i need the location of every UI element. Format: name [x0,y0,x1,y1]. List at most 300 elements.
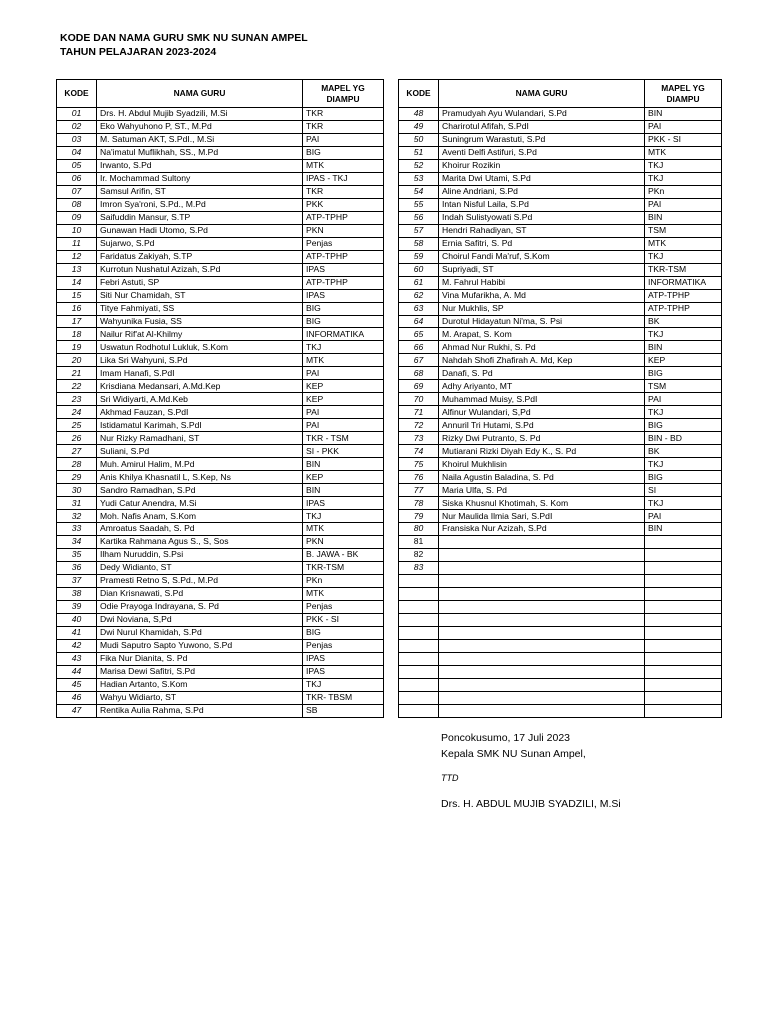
kode-cell: 29 [57,471,97,484]
table-row [399,172,722,185]
kode-cell: 43 [57,652,97,665]
table-row [399,600,722,613]
nama-guru-cell: Pramesti Retno S, S.Pd., M.Pd [97,574,303,587]
nama-guru-cell [439,704,645,717]
nama-guru-cell [439,639,645,652]
mapel-cell: ATP-TPHP [645,302,722,315]
table-row [399,250,722,263]
nama-guru-cell [439,678,645,691]
nama-guru-cell: Ernia Safitri, S. Pd [439,237,645,250]
nama-guru-cell: Supriyadi, ST [439,263,645,276]
teacher-table-left [56,79,384,718]
table-row [399,224,722,237]
table-row [57,626,384,639]
nama-guru-cell [439,691,645,704]
footer-signature: TTD [441,773,459,783]
mapel-cell: BIG [303,315,384,328]
table-row [399,510,722,523]
table-row [57,224,384,237]
kode-cell: 39 [57,600,97,613]
kode-cell: 15 [57,289,97,302]
footer-place-date: Poncokusumo, 17 Juli 2023 [441,732,570,744]
mapel-cell [645,704,722,717]
mapel-cell: PKn [645,185,722,198]
nama-guru-cell: Kartika Rahmana Agus S., S, Sos [97,535,303,548]
nama-guru-cell: Intan Nisful Laila, S.Pd [439,198,645,211]
mapel-cell: TKJ [645,328,722,341]
mapel-cell: SI - PKK [303,445,384,458]
kode-cell: 41 [57,626,97,639]
mapel-cell: BIN [645,108,722,121]
table-row [57,561,384,574]
nama-guru-cell [439,587,645,600]
mapel-cell: IPAS [303,497,384,510]
table-row [399,198,722,211]
nama-guru-cell: M. Fahrul Habibi [439,276,645,289]
nama-guru-cell: Annuril Tri Hutami, S.Pd [439,419,645,432]
nama-guru-cell: Suningrum Warastuti, S.Pd [439,133,645,146]
nama-guru-cell: Saifuddin Mansur, S.TP [97,211,303,224]
kode-cell: 62 [399,289,439,302]
table-row [57,587,384,600]
table-row [399,237,722,250]
kode-cell [399,587,439,600]
mapel-cell [645,639,722,652]
nama-guru-cell: Istidamatul Karimah, S.PdI [97,419,303,432]
nama-guru-cell: Uswatun Rodhotul Lukluk, S.Kom [97,341,303,354]
mapel-cell: KEP [303,380,384,393]
nama-guru-cell: Muh. Amirul Halim, M.Pd [97,458,303,471]
kode-cell: 69 [399,380,439,393]
nama-guru-cell: Sandro Ramadhan, S.Pd [97,484,303,497]
mapel-cell [645,665,722,678]
table-header-row [399,80,722,108]
mapel-cell: KEP [303,471,384,484]
mapel-cell: BIG [645,471,722,484]
table-row [399,380,722,393]
mapel-cell: PAI [303,406,384,419]
nama-guru-cell: Marita Dwi Utami, S.Pd [439,172,645,185]
kode-cell: 61 [399,276,439,289]
kode-cell: 66 [399,341,439,354]
nama-guru-cell: Nahdah Shofi Zhafirah A. Md, Kep [439,354,645,367]
mapel-cell: PAI [645,510,722,523]
kode-cell: 60 [399,263,439,276]
mapel-cell: PAI [303,419,384,432]
table-row [399,315,722,328]
nama-guru-cell: Lika Sri Wahyuni, S.Pd [97,354,303,367]
mapel-cell: BIN [645,211,722,224]
kode-cell: 40 [57,613,97,626]
kode-cell: 27 [57,445,97,458]
kode-cell: 26 [57,432,97,445]
kode-cell: 71 [399,406,439,419]
mapel-cell: MTK [645,146,722,159]
kode-cell: 49 [399,120,439,133]
kode-cell: 20 [57,354,97,367]
mapel-cell [645,561,722,574]
kode-cell: 82 [399,548,439,561]
nama-guru-cell: Aventi Delfi Astifuri, S.Pd [439,146,645,159]
table-row [57,315,384,328]
table-row [57,393,384,406]
mapel-cell: TKR [303,108,384,121]
kode-cell [399,652,439,665]
kode-cell: 32 [57,510,97,523]
table-row [399,367,722,380]
mapel-cell: TKJ [303,510,384,523]
mapel-cell [645,587,722,600]
table-row [399,587,722,600]
table-row [399,471,722,484]
mapel-cell: IPAS - TKJ [303,172,384,185]
mapel-cell: PAI [645,393,722,406]
mapel-cell: TKR- TBSM [303,691,384,704]
kode-cell: 10 [57,224,97,237]
kode-cell: 05 [57,159,97,172]
table-row [57,471,384,484]
nama-guru-cell: Sujarwo, S.Pd [97,237,303,250]
kode-cell: 73 [399,432,439,445]
mapel-cell: Penjas [303,600,384,613]
kode-cell: 14 [57,276,97,289]
mapel-cell: BIN [303,484,384,497]
kode-cell [399,600,439,613]
kode-cell: 01 [57,108,97,121]
kode-cell: 37 [57,574,97,587]
mapel-cell: BIG [303,302,384,315]
nama-guru-cell: Nailur Rif'at Al-Khilmy [97,328,303,341]
mapel-cell [645,678,722,691]
nama-guru-cell: Hendri Rahadiyan, ST [439,224,645,237]
table-row [399,133,722,146]
table-row [57,276,384,289]
nama-guru-cell: Mudi Saputro Sapto Yuwono, S.Pd [97,639,303,652]
nama-guru-cell: Siti Nur Chamidah, ST [97,289,303,302]
table-row [57,639,384,652]
nama-guru-cell [439,613,645,626]
nama-guru-cell [439,652,645,665]
kode-cell: 46 [57,691,97,704]
nama-guru-cell: Adhy Ariyanto, MT [439,380,645,393]
mapel-cell [645,574,722,587]
table-row [399,574,722,587]
nama-guru-cell: Imam Hanafi, S.PdI [97,367,303,380]
table-row [57,523,384,536]
table-row [57,380,384,393]
mapel-cell: ATP-TPHP [303,211,384,224]
table-row [399,626,722,639]
mapel-cell: BIG [303,146,384,159]
table-row [399,406,722,419]
teacher-rows-right [399,108,722,718]
kode-cell: 75 [399,458,439,471]
nama-guru-cell: Gunawan Hadi Utomo, S.Pd [97,224,303,237]
nama-guru-cell: Mutiarani Rizki Diyah Edy K., S. Pd [439,445,645,458]
kode-cell: 36 [57,561,97,574]
mapel-cell: MTK [303,159,384,172]
mapel-cell: ATP-TPHP [645,289,722,302]
table-row [399,652,722,665]
kode-cell: 76 [399,471,439,484]
kode-cell: 25 [57,419,97,432]
mapel-cell: SB [303,704,384,717]
mapel-cell: BIG [645,419,722,432]
kode-cell: 79 [399,510,439,523]
nama-guru-cell: Durotul Hidayatun Ni'ma, S. Psi [439,315,645,328]
kode-cell: 44 [57,665,97,678]
table-row [57,328,384,341]
mapel-cell: PAI [303,367,384,380]
kode-cell: 22 [57,380,97,393]
nama-guru-cell: Eko Wahyuhono P, ST., M.Pd [97,120,303,133]
table-row [399,146,722,159]
mapel-cell: TKJ [645,172,722,185]
nama-guru-cell: Rizky Dwi Putranto, S. Pd [439,432,645,445]
mapel-cell: IPAS [303,665,384,678]
mapel-cell: BIG [645,367,722,380]
kode-cell [399,613,439,626]
mapel-cell: MTK [645,237,722,250]
mapel-cell [645,691,722,704]
table-row [399,185,722,198]
teacher-table-right [398,79,722,718]
mapel-cell: Penjas [303,237,384,250]
nama-guru-cell [439,665,645,678]
header-kode: KODE [57,80,97,108]
nama-guru-cell: Odie Prayoga Indrayana, S. Pd [97,600,303,613]
nama-guru-cell: Dedy Widianto, ST [97,561,303,574]
mapel-cell [645,613,722,626]
nama-guru-cell: Hadian Artanto, S.Kom [97,678,303,691]
kode-cell: 80 [399,523,439,536]
table-row [399,535,722,548]
mapel-cell: BIG [303,626,384,639]
table-row [57,535,384,548]
table-row [399,639,722,652]
kode-cell: 52 [399,159,439,172]
nama-guru-cell: Muhammad Muisy, S.PdI [439,393,645,406]
header-mapel: MAPEL YG DIAMPU [303,80,384,108]
table-row [57,185,384,198]
nama-guru-cell: Vina Mufarikha, A. Md [439,289,645,302]
kode-cell [399,704,439,717]
table-row [57,510,384,523]
nama-guru-cell: Amroatus Saadah, S. Pd [97,523,303,536]
table-row [399,276,722,289]
mapel-cell [645,535,722,548]
title-line-2: TAHUN PELAJARAN 2023-2024 [60,46,217,58]
table-row [399,704,722,717]
nama-guru-cell: Febri Astuti, SP [97,276,303,289]
mapel-cell: BK [645,445,722,458]
table-row [57,652,384,665]
kode-cell: 45 [57,678,97,691]
kode-cell: 34 [57,535,97,548]
kode-cell: 13 [57,263,97,276]
mapel-cell [645,626,722,639]
table-row [399,108,722,121]
kode-cell: 38 [57,587,97,600]
kode-cell [399,691,439,704]
table-row [57,600,384,613]
nama-guru-cell: Wahyunika Fusia, SS [97,315,303,328]
kode-cell: 51 [399,146,439,159]
mapel-cell: BIN [645,523,722,536]
mapel-cell: TKJ [645,458,722,471]
kode-cell: 28 [57,458,97,471]
mapel-cell: IPAS [303,263,384,276]
kode-cell [399,639,439,652]
kode-cell: 67 [399,354,439,367]
mapel-cell: TSM [645,380,722,393]
mapel-cell: TKJ [645,250,722,263]
kode-cell: 78 [399,497,439,510]
nama-guru-cell: Marisa Dewi Safitri, S.Pd [97,665,303,678]
kode-cell: 04 [57,146,97,159]
table-row [57,341,384,354]
table-row [399,120,722,133]
table-row [399,678,722,691]
table-row [399,419,722,432]
table-row [57,691,384,704]
nama-guru-cell: Nur Rizky Ramadhani, ST [97,432,303,445]
mapel-cell: Penjas [303,639,384,652]
nama-guru-cell: Suliani, S.Pd [97,445,303,458]
kode-cell: 74 [399,445,439,458]
nama-guru-cell: Akhmad Fauzan, S.PdI [97,406,303,419]
header-nama-guru: NAMA GURU [439,80,645,108]
table-row [57,484,384,497]
table-row [57,237,384,250]
mapel-cell: TKJ [645,497,722,510]
table-row [57,198,384,211]
header-mapel: MAPEL YG DIAMPU [645,80,722,108]
nama-guru-cell: Indah Sulistyowati S.Pd [439,211,645,224]
table-row [57,497,384,510]
mapel-cell: TKJ [645,159,722,172]
table-row [399,211,722,224]
table-row [399,354,722,367]
nama-guru-cell: Yudi Catur Anendra, M.Si [97,497,303,510]
table-row [57,120,384,133]
table-row [57,146,384,159]
nama-guru-cell: Faridatus Zakiyah, S.TP [97,250,303,263]
kode-cell: 21 [57,367,97,380]
table-row [399,341,722,354]
kode-cell: 18 [57,328,97,341]
nama-guru-cell [439,535,645,548]
kode-cell: 65 [399,328,439,341]
teacher-rows-left [57,108,384,718]
mapel-cell: IPAS [303,652,384,665]
table-row [399,263,722,276]
mapel-cell: PKn [303,574,384,587]
kode-cell: 54 [399,185,439,198]
kode-cell: 24 [57,406,97,419]
nama-guru-cell: Drs. H. Abdul Mujib Syadzili, M.Si [97,108,303,121]
nama-guru-cell: Danafi, S. Pd [439,367,645,380]
nama-guru-cell: Dwi Noviana, S,Pd [97,613,303,626]
mapel-cell: KEP [303,393,384,406]
nama-guru-cell: Nur Mukhlis, SP [439,302,645,315]
kode-cell: 64 [399,315,439,328]
kode-cell: 07 [57,185,97,198]
kode-cell: 33 [57,523,97,536]
nama-guru-cell: Ir. Mochammad Sultony [97,172,303,185]
mapel-cell: TKR-TSM [303,561,384,574]
nama-guru-cell: Ahmad Nur Rukhi, S. Pd [439,341,645,354]
nama-guru-cell: Titye Fahmiyati, SS [97,302,303,315]
nama-guru-cell: Imron Sya'roni, S.Pd., M.Pd [97,198,303,211]
kode-cell: 57 [399,224,439,237]
kode-cell [399,678,439,691]
table-row [399,613,722,626]
nama-guru-cell: Siska Khusnul Khotimah, S. Kom [439,497,645,510]
kode-cell: 19 [57,341,97,354]
kode-cell: 53 [399,172,439,185]
table-row [57,458,384,471]
table-row [399,393,722,406]
mapel-cell [645,652,722,665]
mapel-cell: KEP [645,354,722,367]
nama-guru-cell: Dian Krisnawati, S.Pd [97,587,303,600]
kode-cell: 48 [399,108,439,121]
table-row [57,108,384,121]
table-row [57,445,384,458]
kode-cell: 06 [57,172,97,185]
nama-guru-cell: Fika Nur Dianita, S. Pd [97,652,303,665]
mapel-cell: MTK [303,354,384,367]
nama-guru-cell: Naila Agustin Baladina, S. Pd [439,471,645,484]
mapel-cell: MTK [303,587,384,600]
kode-cell: 72 [399,419,439,432]
table-row [57,406,384,419]
kode-cell: 12 [57,250,97,263]
kode-cell: 02 [57,120,97,133]
table-row [399,497,722,510]
mapel-cell: ATP-TPHP [303,276,384,289]
table-row [57,263,384,276]
title-line-1: KODE DAN NAMA GURU SMK NU SUNAN AMPEL [60,32,308,44]
nama-guru-cell [439,561,645,574]
nama-guru-cell: M. Arapat, S. Kom [439,328,645,341]
nama-guru-cell: Maria Ulfa, S. Pd [439,484,645,497]
table-row [57,250,384,263]
mapel-cell: PKN [303,224,384,237]
nama-guru-cell: Ilham Nuruddin, S.Psi [97,548,303,561]
table-row [399,691,722,704]
kode-cell: 58 [399,237,439,250]
kode-cell: 47 [57,704,97,717]
mapel-cell: MTK [303,523,384,536]
table-row [57,211,384,224]
kode-cell [399,626,439,639]
nama-guru-cell: Rentika Aulia Rahma, S.Pd [97,704,303,717]
header-nama-guru: NAMA GURU [97,80,303,108]
kode-cell [399,574,439,587]
nama-guru-cell: Charirotul Afifah, S.PdI [439,120,645,133]
footer-position: Kepala SMK NU Sunan Ampel, [441,748,586,760]
table-row [57,432,384,445]
mapel-cell: TKR [303,185,384,198]
table-row [57,367,384,380]
kode-cell: 31 [57,497,97,510]
mapel-cell: PKK [303,198,384,211]
nama-guru-cell: Kurrotun Nushatul Azizah, S.Pd [97,263,303,276]
nama-guru-cell: Choirul Fandi Ma'ruf, S.Kom [439,250,645,263]
table-row [57,354,384,367]
